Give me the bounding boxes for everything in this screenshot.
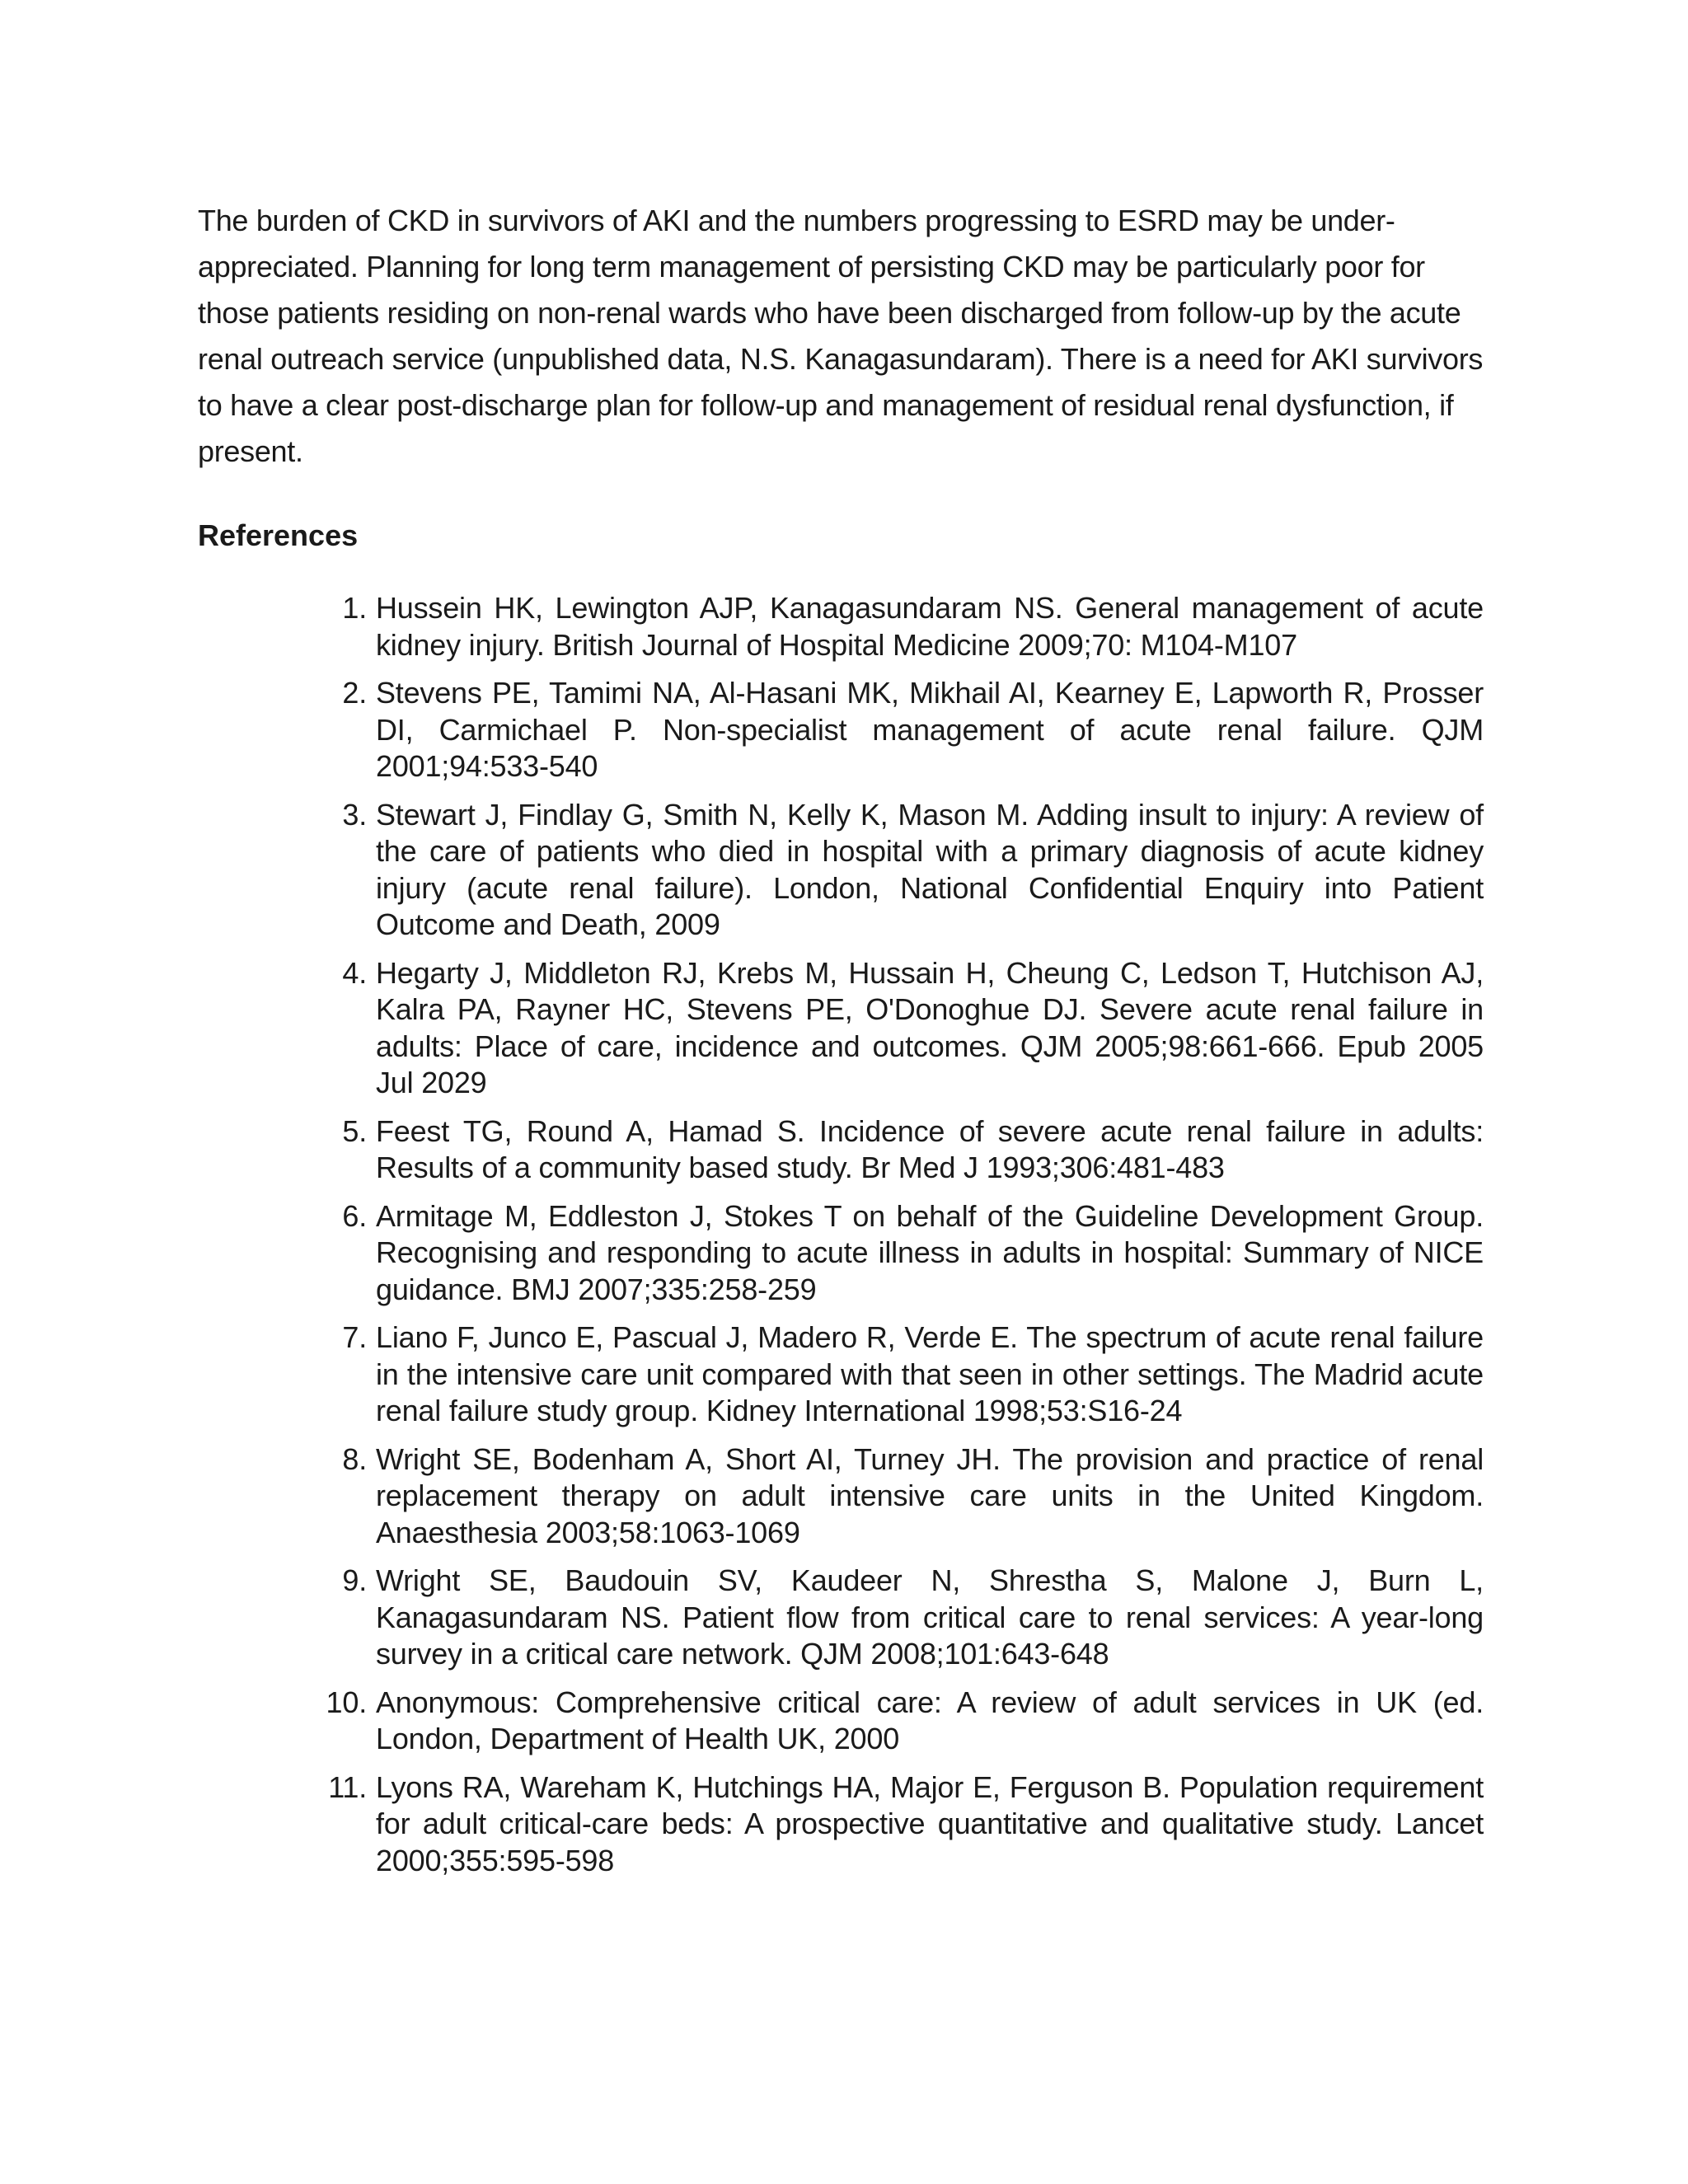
intro-paragraph: The burden of CKD in survivors of AKI and the numbers progressing to ESRD may be under-appreciated. Planning for long term management of persisting CKD may be particularly poor for those patients residing on non-renal wards who have been discharged from follow-up by the acute renal outreach service (unpublished data, N.S. Kanagasundaram). There is a need for AKI survivors to have a clear post-discharge plan for follow-up and management of residual renal dysfunction, if present. xyxy=(198,204,1484,468)
reference-number: 10. xyxy=(326,1685,367,1719)
reference-item-9 xyxy=(313,1563,1484,1673)
reference-text: Wright SE, Baudouin SV, Kaudeer N, Shrestha S, Malone J, Burn L, Kanagasundaram NS. Patient flow from critical care to renal services: A year-long survey in a critical care network. QJM 2008;101:643-648 xyxy=(376,1563,1484,1671)
reference-number: 5. xyxy=(342,1113,367,1148)
reference-text: Hussein HK, Lewington AJP, Kanagasundaram NS. General management of acute kidney injury. British Journal of Hospital Medicine 2009;70: M104-M107 xyxy=(376,591,1484,662)
reference-text: Stevens PE, Tamimi NA, Al-Hasani MK, Mikhail AI, Kearney E, Lapworth R, Prosser DI, Carmichael P. Non-specialist management of acute renal failure. QJM 2001;94:533-540 xyxy=(376,676,1484,783)
reference-item-4 xyxy=(313,955,1484,1102)
reference-text: Armitage M, Eddleston J, Stokes T on behalf of the Guideline Development Group. Recognising and responding to acute illness in adults in hospital: Summary of NICE guidance. BMJ 2007;335:258-259 xyxy=(376,1198,1484,1306)
reference-item-3 xyxy=(313,797,1484,944)
reference-number: 8. xyxy=(342,1441,367,1476)
reference-text: Lyons RA, Wareham K, Hutchings HA, Major E, Ferguson B. Population requirement for adult critical-care beds: A prospective quantitative and qualitative study. Lancet 2000;355:595-598 xyxy=(376,1769,1484,1877)
reference-item-1 xyxy=(313,590,1484,663)
reference-text: Stewart J, Findlay G, Smith N, Kelly K, Mason M. Adding insult to injury: A review of the care of patients who died in hospital with a primary diagnosis of acute kidney injury (acute renal failure). London, National Confidential Enquiry into Patient Outcome and Death, 2009 xyxy=(376,797,1484,941)
reference-item-7 xyxy=(313,1319,1484,1430)
reference-text: Wright SE, Bodenham A, Short AI, Turney JH. The provision and practice of renal replacement therapy on adult intensive care units in the United Kingdom. Anaesthesia 2003;58:1063-1069 xyxy=(376,1441,1484,1549)
reference-number: 1. xyxy=(342,591,367,625)
reference-item-2 xyxy=(313,675,1484,785)
references-heading: References xyxy=(198,518,359,552)
reference-number: 11. xyxy=(328,1769,367,1804)
reference-number: 7. xyxy=(342,1320,367,1354)
reference-item-8 xyxy=(313,1441,1484,1552)
reference-item-10 xyxy=(313,1685,1484,1758)
reference-text: Hegarty J, Middleton RJ, Krebs M, Hussain H, Cheung C, Ledson T, Hutchison AJ, Kalra PA, Rayner HC, Stevens PE, O'Donoghue DJ. Severe acute renal failure in adults: Place of care, incidence and outcomes. QJM 2005;98:661-666. Epub 2005 Jul 2029 xyxy=(376,955,1484,1099)
reference-text: Feest TG, Round A, Hamad S. Incidence of severe acute renal failure in adults: Results of a community based study. Br Med J 1993;306:481-483 xyxy=(376,1113,1484,1184)
reference-number: 3. xyxy=(342,797,367,832)
reference-number: 9. xyxy=(342,1563,367,1597)
reference-list xyxy=(313,590,1484,1891)
reference-text: Anonymous: Comprehensive critical care: A review of adult services in UK (ed. London, Department of Health UK, 2000 xyxy=(376,1685,1484,1755)
reference-number: 4. xyxy=(342,955,367,990)
reference-item-6 xyxy=(313,1198,1484,1309)
reference-item-5 xyxy=(313,1113,1484,1187)
reference-number: 6. xyxy=(342,1198,367,1233)
reference-number: 2. xyxy=(342,676,367,710)
reference-text: Liano F, Junco E, Pascual J, Madero R, Verde E. The spectrum of acute renal failure in the intensive care unit compared with that seen in other settings. The Madrid acute renal failure study group. Kidney International 1998;53:S16-24 xyxy=(376,1320,1484,1427)
reference-item-11 xyxy=(313,1769,1484,1880)
